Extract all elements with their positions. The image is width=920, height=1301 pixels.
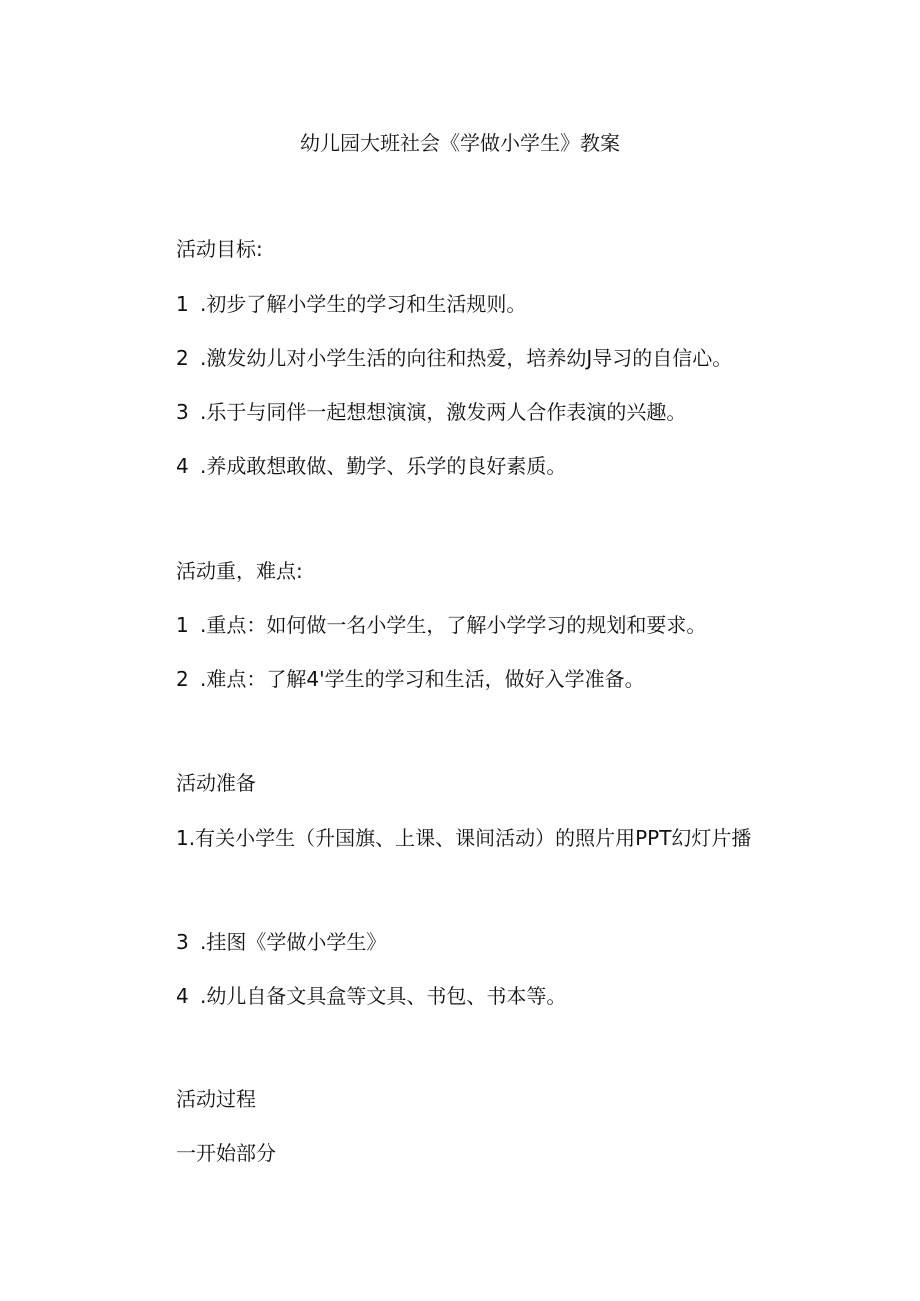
goals-item-3: [176, 399, 686, 425]
goals-heading: 活动目标:: [176, 237, 263, 261]
key-points-item-number: 1: [176, 613, 189, 637]
goals-item-text: .激发幼儿对小学生活的向往和热爱，培养幼J导习的自信心。: [200, 346, 733, 370]
document-title: 幼儿园大班社会《学做小学生》教案: [300, 131, 620, 155]
goals-item-text: .养成敢想敢做、勤学、乐学的良好素质。: [200, 454, 567, 478]
key-points-item-2: [176, 666, 645, 692]
key-points-item-number: 2: [176, 667, 189, 691]
process-heading: 活动过程: [176, 1087, 256, 1111]
key-points-item-text: .难点：了解4'学生的学习和生活，做好入学准备。: [200, 667, 645, 691]
key-points-heading: 活动重，难点:: [176, 559, 303, 583]
preparation-item-text: .幼儿自备文具盒等文具、书包、书本等。: [200, 984, 567, 1008]
key-points-item-text: .重点：如何做一名小学生，了解小学学习的规划和要求。: [200, 613, 707, 637]
goals-item-number: 4: [176, 454, 189, 478]
goals-item-1: [176, 291, 526, 317]
process-sub-heading: 一开始部分: [176, 1141, 276, 1165]
key-points-item-1: [176, 612, 706, 638]
preparation-item-number: 4: [176, 984, 189, 1008]
preparation-item-4: [176, 983, 566, 1009]
goals-item-text: .初步了解小学生的学习和生活规则。: [200, 292, 527, 316]
preparation-item-text: .挂图《学做小学生》: [200, 930, 387, 954]
preparation-item-number: 3: [176, 930, 189, 954]
preparation-item-3: [176, 929, 386, 955]
preparation-heading: 活动准备: [176, 771, 256, 795]
goals-item-number: 3: [176, 400, 189, 424]
goals-item-text: .乐于与同伴一起想想演演，激发两人合作表演的兴趣。: [200, 400, 687, 424]
goals-item-2: [176, 345, 732, 371]
goals-item-number: 2: [176, 346, 189, 370]
goals-item-number: 1: [176, 292, 189, 316]
goals-item-4: [176, 453, 566, 479]
preparation-item-1: 1.有关小学生（升国旗、上课、课间活动）的照片用PPT幻灯片播: [176, 826, 752, 850]
